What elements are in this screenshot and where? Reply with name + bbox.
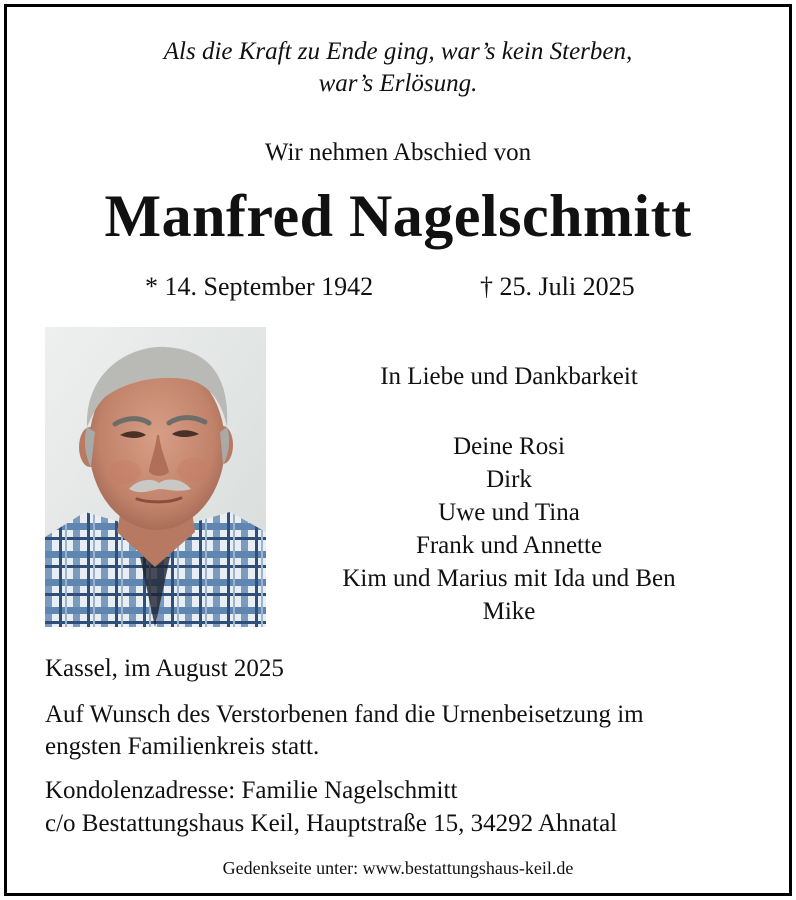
place-date: Kassel, im August 2025 bbox=[45, 655, 284, 682]
intro-text: Wir nehmen Abschied von bbox=[264, 139, 532, 166]
condolence-address bbox=[45, 774, 617, 840]
family-member: Kim und Marius mit Ida und Ben bbox=[342, 565, 676, 592]
quote bbox=[0, 36, 796, 100]
family-list bbox=[268, 430, 750, 628]
deceased-name: Manfred Nagelschmitt bbox=[104, 183, 692, 249]
burial-note bbox=[45, 699, 644, 763]
family-member: Mike bbox=[482, 598, 536, 625]
burial-note-line-1: Auf Wunsch des Verstorbenen fand die Urnenbeisetzung im bbox=[45, 701, 644, 728]
condolence-address-line-2: c/o Bestattungshaus Keil, Hauptstraße 15, 34292 Ahnatal bbox=[45, 810, 618, 837]
family-member: Frank und Annette bbox=[415, 532, 603, 559]
thanks-text: In Liebe und Dankbarkeit bbox=[380, 363, 638, 390]
family-member: Uwe und Tina bbox=[438, 499, 580, 526]
birth-date: * 14. September 1942 bbox=[145, 272, 374, 301]
quote-line-1: Als die Kraft zu Ende ging, war’s kein Sterben, bbox=[163, 38, 633, 65]
condolence-address-line-1: Kondolenzadresse: Familie Nagelschmitt bbox=[45, 777, 458, 804]
portrait-photo bbox=[45, 327, 266, 627]
memorial-page-link: Gedenkseite unter: www.bestattungshaus-keil.de bbox=[222, 858, 574, 878]
family-member: Dirk bbox=[486, 466, 532, 493]
burial-note-line-2: engsten Familienkreis statt. bbox=[45, 733, 320, 760]
quote-line-2: war’s Erlösung. bbox=[318, 70, 478, 97]
death-date: † 25. Juli 2025 bbox=[480, 272, 635, 301]
family-member: Deine Rosi bbox=[453, 433, 565, 460]
